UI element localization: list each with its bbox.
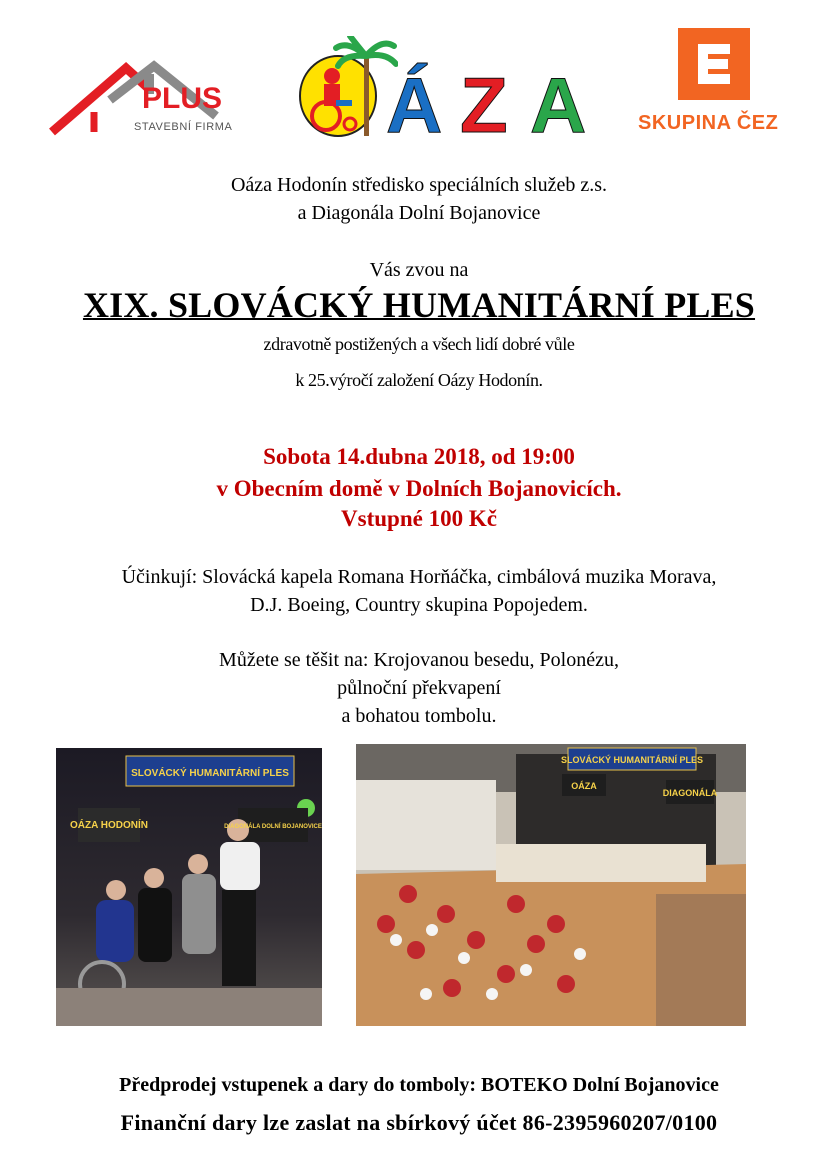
- right-sign-1: OÁZA: [571, 781, 597, 791]
- photo-left: [56, 748, 322, 1026]
- invite-text: Vás zvou na: [369, 259, 469, 281]
- plus-logo: [48, 60, 248, 140]
- cez-mark-icon: [678, 28, 750, 100]
- program-line-1: Můžete se těšit na: Krojovanou besedu, Polonézu,: [219, 649, 619, 671]
- right-sign-2: DIAGONÁLA: [662, 788, 718, 798]
- organizer-line-1: Oáza Hodonín středisko speciálních služeb z.s.: [230, 174, 607, 196]
- oaza-logo: [298, 36, 608, 149]
- footer-donations: Finanční dary lze zaslat na sbírkový účet 86-2395960207/0100: [120, 1110, 718, 1135]
- event-place: v Obecním domě v Dolních Bojanovicích.: [216, 476, 622, 501]
- wheelchair-palm-icon: [298, 36, 398, 140]
- cez-logo: [630, 28, 800, 140]
- plus-logo-subtitle: STAVEBNÍ FIRMA: [134, 121, 233, 133]
- left-banner-text: SLOVÁCKÝ HUMANITÁRNÍ PLES: [131, 768, 289, 779]
- event-fee: Vstupné 100 Kč: [341, 506, 497, 531]
- program-line-3: a bohatou tombolu.: [341, 705, 497, 727]
- oaza-letter-1: Á: [386, 61, 443, 149]
- right-banner-text: SLOVÁCKÝ HUMANITÁRNÍ PLES: [560, 755, 704, 765]
- oaza-letter-2: Z: [460, 61, 508, 149]
- left-sign-2: DIAGONÁLA DOLNÍ BOJANOVICE: [224, 824, 322, 830]
- performers-line-1: Účinkují: Slovácká kapela Romana Horňáčka, cimbálová muzika Morava,: [121, 566, 717, 588]
- event-title: XIX. SLOVÁCKÝ HUMANITÁRNÍ PLES: [82, 285, 756, 325]
- event-date: Sobota 14.dubna 2018, od 19:00: [263, 444, 575, 469]
- photo-right: [356, 744, 746, 1026]
- left-sign-1: OÁZA HODONÍN: [70, 820, 148, 831]
- event-subtitle-2: k 25.výročí založení Oázy Hodonín.: [295, 370, 543, 390]
- program-line-2: půlnoční překvapení: [337, 677, 501, 699]
- organizer-line-2: a Diagonála Dolní Bojanovice: [297, 202, 541, 224]
- cez-logo-text: SKUPINA ČEZ: [638, 112, 779, 134]
- footer-presale: Předprodej vstupenek a dary do tomboly: BOTEKO Dolní Bojanovice: [119, 1074, 719, 1096]
- plus-logo-word: PLUS: [142, 82, 223, 115]
- performers-line-2: D.J. Boeing, Country skupina Popojedem.: [250, 594, 588, 616]
- oaza-letter-3: A: [530, 61, 587, 149]
- event-subtitle-1: zdravotně postižených a všech lidí dobré vůle: [263, 334, 575, 354]
